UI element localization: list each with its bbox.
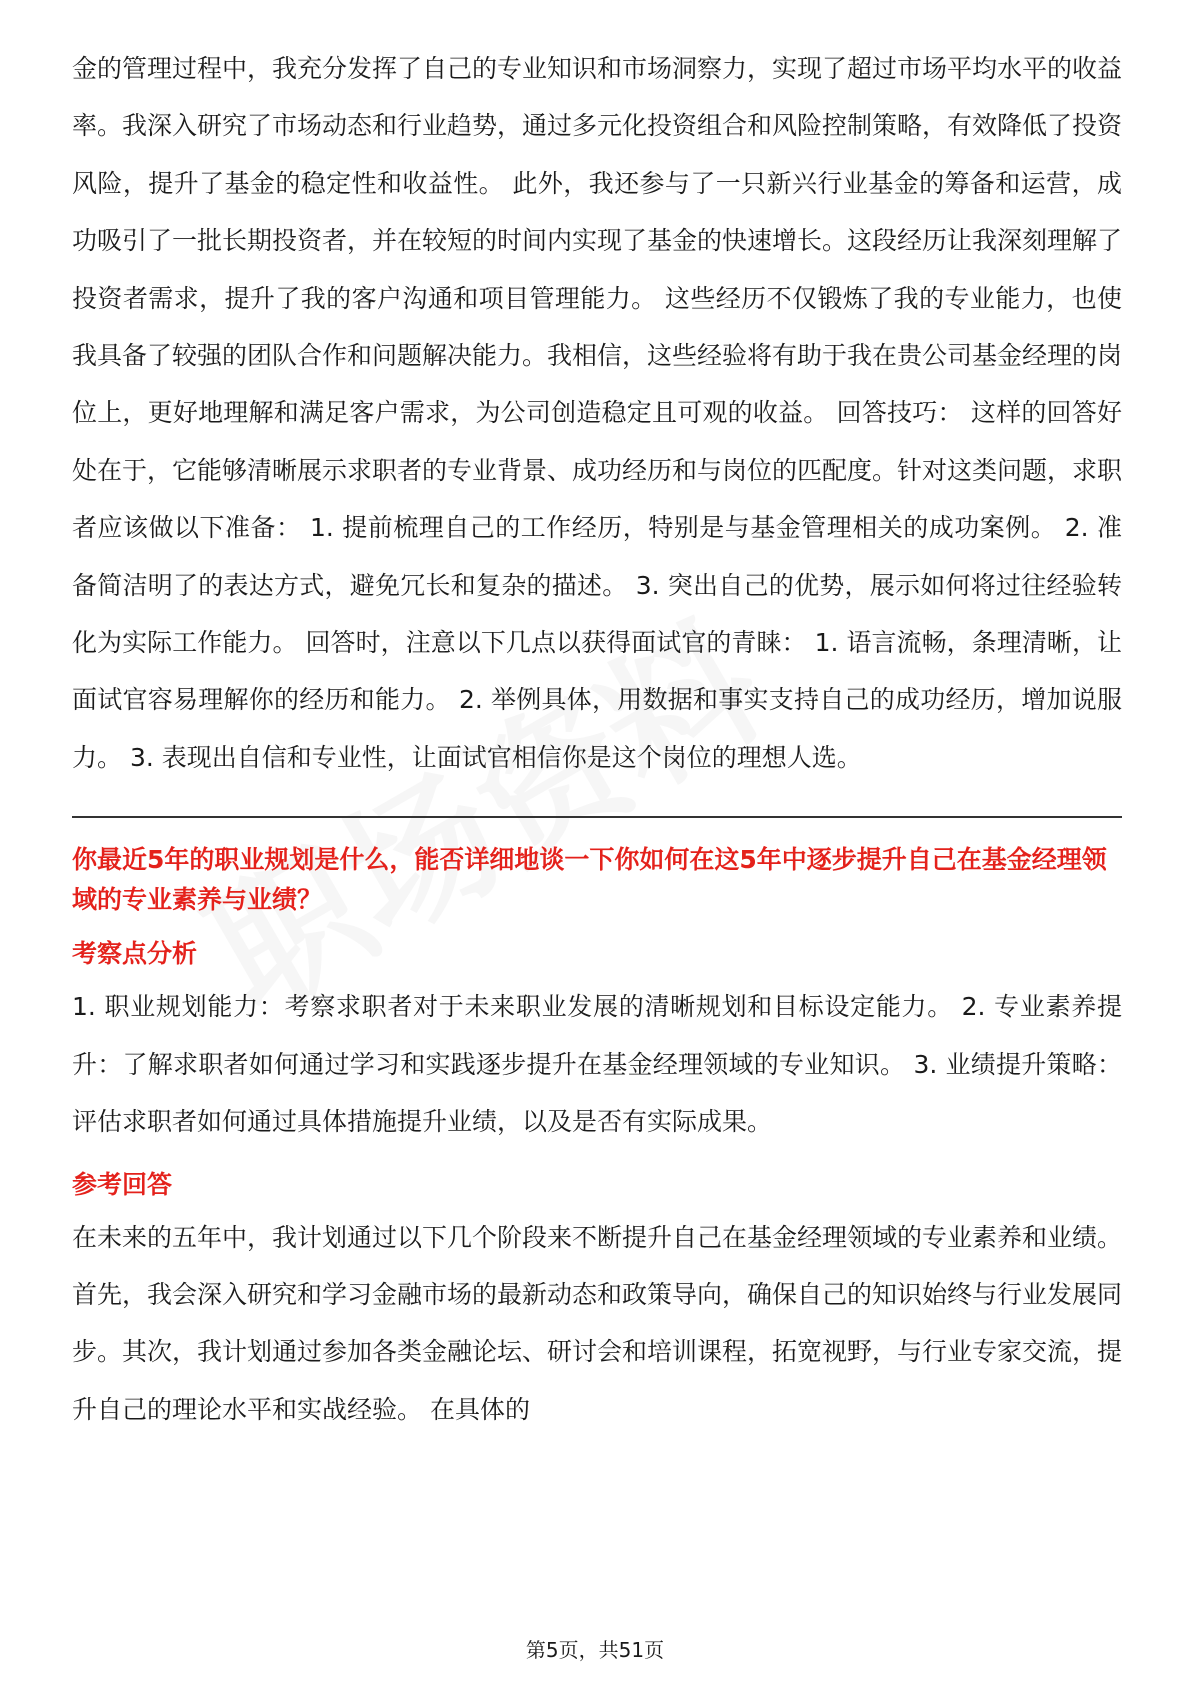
answer-text: 在未来的五年中，我计划通过以下几个阶段来不断提升自己在基金经理领域的专业素养和业绩。首先，我会深入研究和学习金融市场的最新动态和政策导向，确保自己的知识始终与行业发展同步。其次，我计划通过参加各类金融论坛、研讨会和培训课程，拓宽视野，与行业专家交流，提升自己的理论水平和实战经验。 在具体的 xyxy=(72,1222,1123,1424)
section-divider xyxy=(72,816,1122,818)
intro-paragraph: 金的管理过程中，我充分发挥了自己的专业知识和市场洞察力，实现了超过市场平均水平的收益率。我深入研究了市场动态和行业趋势，通过多元化投资组合和风险控制策略，有效降低了投资风险，提升了基金的稳定性和收益性。 此外，我还参与了一只新兴行业基金的筹备和运营，成功吸引了一批长期投资者，并在较短的时间内实现了基金的快速增长。这段经历让我深刻理解了投资者需求，提升了我的客户沟通和项目管理能力。 这些经历不仅锻炼了我的专业能力，也使我具备了较强的团队合作和问题解决能力。我相信，这些经验将有助于我在贵公司基金经理的岗位上，更好地理解和满足客户需求，为公司创造稳定且可观的收益。 回答技巧： 这样的回答好处在于，它能够清晰展示求职者的专业背景、成功经历和与岗位的匹配度。针对这类问题，求职者应该做以下准备： 1. 提前梳理自己的工作经历，特别是与基金管理相关的成功案例。 2. 准备简洁明了的表达方式，避免冗长和复杂的描述。 3. 突出自己的优势，展示如何将过往经验转化为实际工作能力。 回答时，注意以下几点以获得面试官的青睐： 1. 语言流畅，条理清晰，让面试官容易理解你的经历和能力。 2. 举例具体，用数据和事实支持自己的成功经历，增加说服力。 3. 表现出自信和专业性，让面试官相信你是这个岗位的理想人选。 xyxy=(72,54,1123,772)
analysis-heading: 考察点分析 xyxy=(72,939,198,969)
analysis-text: 1. 职业规划能力：考察求职者对于未来职业发展的清晰规划和目标设定能力。 2. 专业素养提升：了解求职者如何通过学习和实践逐步提升在基金经理领域的专业知识。 3. 业绩提升策略：评估求职者如何通过具体措施提升业绩，以及是否有实际成果。 xyxy=(72,992,1122,1137)
answer-heading: 参考回答 xyxy=(72,1169,173,1199)
page-footer: 第5页，共51页 xyxy=(525,1638,665,1662)
interview-question: 你最近5年的职业规划是什么，能否详细地谈一下你如何在这5年中逐步提升自己在基金经理领域的专业素养与业绩？ xyxy=(72,845,1107,915)
document-page xyxy=(72,40,1122,1438)
